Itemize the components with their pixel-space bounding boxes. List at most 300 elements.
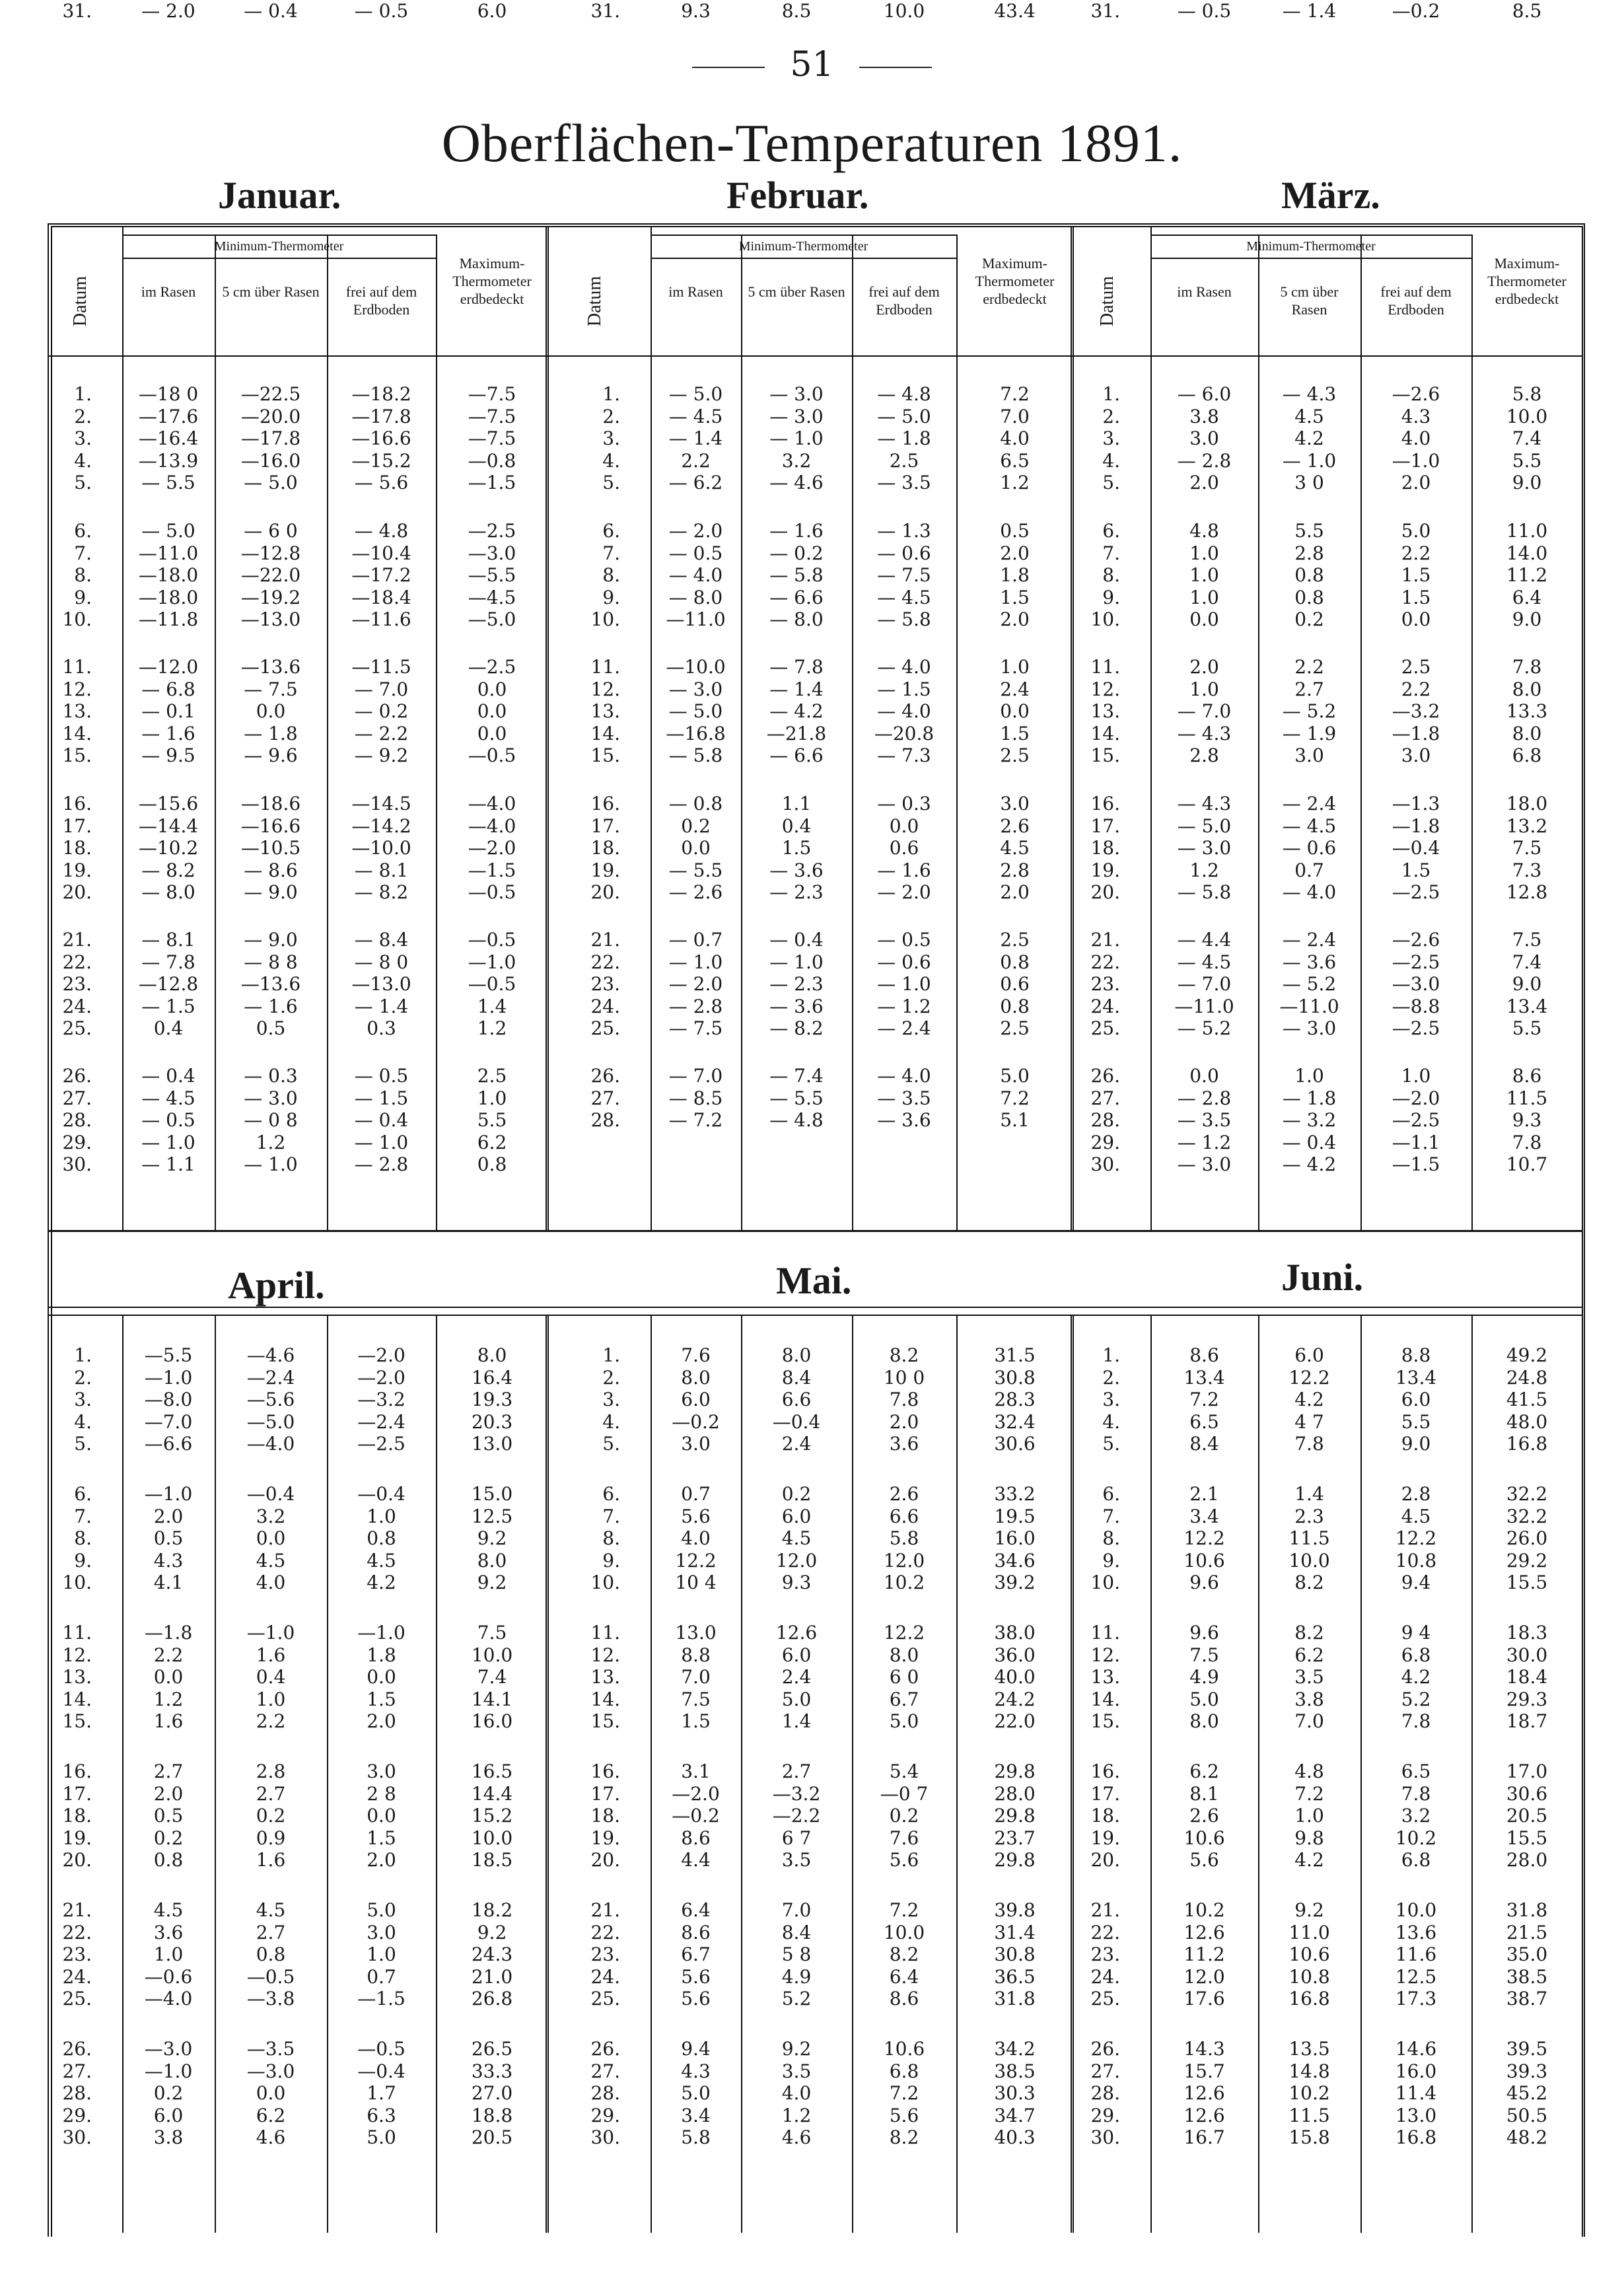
month-title-juni: Juni.	[1281, 1256, 1364, 1299]
day-cell: 2.	[602, 1366, 620, 1389]
value-cell: 20.5	[471, 2126, 513, 2148]
value-cell: —2.5	[1392, 951, 1440, 973]
day-cell: 3.	[74, 1389, 92, 1410]
value-cell: 18.7	[1506, 1710, 1548, 1732]
value-cell: — 3.6	[877, 1109, 931, 1131]
value-cell: —2.0	[468, 837, 516, 859]
day-cell: 13.	[62, 700, 92, 722]
header-im-rasen: im Rasen	[141, 283, 196, 300]
value-cell: 9.2	[477, 1572, 507, 1593]
value-cell: 34.7	[994, 2104, 1036, 2126]
value-cell: 1.4	[1294, 1483, 1324, 1505]
value-cell: —3.0	[144, 2038, 193, 2060]
value-cell: 43.4	[994, 0, 1036, 22]
value-cell: —5.0	[468, 608, 516, 630]
value-cell: 14.1	[471, 1688, 513, 1710]
value-cell: 14.6	[1395, 2038, 1437, 2060]
value-cell: — 1.5	[354, 1087, 409, 1109]
value-cell: 23.7	[994, 1827, 1036, 1849]
value-cell: 24.8	[1506, 1366, 1548, 1389]
value-cell: — 6.6	[769, 744, 824, 766]
value-cell: —7.0	[144, 1410, 193, 1433]
day-cell: 11.	[1090, 1622, 1120, 1644]
value-cell: 9.6	[1189, 1572, 1219, 1593]
day-cell: 2.	[1102, 1366, 1120, 1389]
header-datum: Datum	[69, 275, 90, 327]
value-cell: — 4.5	[1177, 951, 1232, 973]
value-cell: —15.2	[351, 449, 411, 472]
header-datum: Datum	[584, 275, 605, 327]
day-cell: 7.	[1102, 542, 1120, 564]
value-cell: 9.3	[1512, 1109, 1542, 1131]
value-cell: — 1.4	[354, 995, 409, 1017]
day-cell: 6.	[602, 1483, 620, 1505]
header-minimum-thermometer: Minimum-Thermometer	[738, 239, 868, 254]
value-cell: 36.0	[994, 1644, 1036, 1666]
value-cell: 6.7	[889, 1688, 919, 1710]
day-cell: 24.	[62, 1965, 92, 1988]
value-cell: 0.8	[1294, 564, 1324, 586]
value-cell: 3.8	[1189, 405, 1219, 427]
value-cell: 5.0	[1000, 1065, 1030, 1087]
value-cell: 3.5	[1294, 1666, 1324, 1688]
value-cell: 29.8	[994, 1760, 1036, 1782]
value-cell: 6.2	[256, 2104, 286, 2126]
value-cell: 0.2	[889, 1805, 919, 1827]
value-cell: 38.5	[994, 2060, 1036, 2082]
value-cell: 3.0	[367, 1760, 396, 1782]
value-cell: 0.5	[153, 1527, 184, 1549]
value-cell: —3.0	[1392, 973, 1440, 995]
value-cell: — 1.4	[668, 427, 723, 449]
day-cell: 14.	[590, 722, 620, 744]
value-cell: — 3.0	[769, 405, 824, 427]
day-cell: 2.	[74, 405, 92, 427]
value-cell: — 4.0	[877, 1065, 931, 1087]
value-cell: — 0.5	[877, 929, 931, 951]
day-cell: 10.	[590, 1572, 620, 1593]
value-cell: — 0.3	[877, 793, 931, 814]
value-cell: 3.2	[256, 1505, 286, 1527]
value-cell: — 1.5	[877, 678, 931, 700]
day-cell: 5.	[1102, 472, 1120, 493]
value-cell: 4.3	[681, 2060, 711, 2082]
day-cell: 3.	[74, 427, 92, 449]
day-cell: 23.	[590, 973, 620, 995]
value-cell: 0.5	[153, 1805, 184, 1827]
value-cell: —4.0	[468, 793, 516, 814]
value-cell: 4.5	[781, 1527, 812, 1549]
day-cell: 13.	[1090, 1666, 1120, 1688]
value-cell: — 1.8	[244, 722, 298, 744]
value-cell: —2.5	[357, 1433, 406, 1455]
day-cell: 23.	[1090, 1943, 1120, 1965]
value-cell: — 2.6	[668, 881, 723, 903]
value-cell: 0.0	[1401, 608, 1431, 630]
value-cell: —1.8	[1392, 814, 1440, 837]
value-cell: — 0.4	[769, 929, 824, 951]
value-cell: — 0.8	[668, 793, 723, 814]
value-cell: 5.2	[781, 1988, 812, 2009]
day-cell: 25.	[62, 1988, 92, 2009]
value-cell: 8.1	[1189, 1782, 1219, 1805]
value-cell: 30.8	[994, 1943, 1036, 1965]
day-cell: 28.	[62, 1109, 92, 1131]
value-cell: 18.8	[471, 2104, 513, 2126]
value-cell: 0.0	[256, 2082, 286, 2104]
value-cell: 8.2	[1294, 1622, 1324, 1644]
value-cell: 16.0	[1395, 2060, 1437, 2082]
value-cell: 8.5	[1512, 0, 1542, 22]
value-cell: 1.0	[1294, 1805, 1324, 1827]
value-cell: 11.2	[1506, 564, 1548, 586]
value-cell: — 4.6	[769, 472, 824, 493]
value-cell: 9.2	[477, 1921, 507, 1943]
value-cell: —2.6	[1392, 383, 1440, 405]
day-cell: 6.	[1102, 520, 1120, 542]
value-cell: 17.0	[1506, 1760, 1548, 1782]
value-cell: 39.8	[994, 1899, 1036, 1921]
value-cell: 9.0	[1512, 973, 1542, 995]
value-cell: — 2.4	[877, 1017, 931, 1039]
day-cell: 6.	[1102, 1483, 1120, 1505]
value-cell: 13.3	[1506, 700, 1548, 722]
value-cell: —0.5	[357, 2038, 406, 2060]
value-cell: 0.0	[153, 1666, 184, 1688]
month-title-april: April.	[228, 1264, 325, 1307]
day-cell: 22.	[1090, 1921, 1120, 1943]
value-cell: 1.1	[781, 793, 812, 814]
day-cell: 7.	[602, 1505, 620, 1527]
value-cell: — 1.9	[1282, 722, 1337, 744]
value-cell: 0.0	[477, 678, 507, 700]
value-cell: 13.5	[1289, 2038, 1330, 2060]
value-cell: 6.2	[1189, 1760, 1219, 1782]
value-cell: — 1.6	[141, 722, 195, 744]
day-cell: 5.	[74, 472, 92, 493]
value-cell: 2.5	[889, 449, 919, 472]
value-cell: — 8.1	[141, 929, 195, 951]
value-cell: —20.8	[874, 722, 935, 744]
value-cell: —0.6	[144, 1965, 193, 1988]
value-cell: 2.0	[889, 1410, 919, 1433]
value-cell: 10.6	[1289, 1943, 1330, 1965]
value-cell: 30.6	[1506, 1782, 1548, 1805]
value-cell: 16.8	[1506, 1433, 1548, 1455]
value-cell: 6.0	[781, 1505, 812, 1527]
value-cell: —2.0	[357, 1344, 406, 1366]
value-cell: —0.4	[357, 1483, 406, 1505]
value-cell: 12.8	[1506, 881, 1548, 903]
value-cell: 22.0	[994, 1710, 1036, 1732]
value-cell: — 5.2	[1282, 973, 1337, 995]
value-cell: 28.0	[1506, 1849, 1548, 1871]
value-cell: 5.0	[1189, 1688, 1219, 1710]
value-cell: —21.8	[766, 722, 827, 744]
value-cell: 2.7	[1294, 678, 1324, 700]
value-cell: —2.5	[468, 656, 516, 678]
value-cell: —1.0	[357, 1622, 406, 1644]
day-cell: 10.	[590, 608, 620, 630]
value-cell: — 8 8	[244, 951, 298, 973]
value-cell: 2.2	[256, 1710, 286, 1732]
value-cell: 10 0	[883, 1366, 925, 1389]
value-cell: 4.5	[153, 1899, 184, 1921]
value-cell: 8.4	[781, 1921, 812, 1943]
value-cell: 13.6	[1395, 1921, 1437, 1943]
value-cell: 1.0	[477, 1087, 507, 1109]
value-cell: —11.5	[351, 656, 411, 678]
value-cell: 6.0	[781, 1644, 812, 1666]
value-cell: —0.4	[772, 1410, 821, 1433]
value-cell: 31.8	[1506, 1899, 1548, 1921]
value-cell: 5.0	[367, 1899, 396, 1921]
value-cell: 1.0	[1401, 1065, 1431, 1087]
value-cell: —4.0	[468, 814, 516, 837]
day-cell: 5.	[1102, 1433, 1120, 1455]
day-cell: 31.	[1090, 0, 1120, 22]
value-cell: —18.0	[138, 564, 199, 586]
day-cell: 26.	[62, 2038, 92, 2060]
value-cell: —2.4	[246, 1366, 295, 1389]
value-cell: —14.2	[351, 814, 411, 837]
value-cell: 10 4	[675, 1572, 717, 1593]
header-maximum-thermometer: Maximum-Thermometer erdbedeckt	[1487, 255, 1567, 307]
value-cell: 4.5	[1401, 1505, 1431, 1527]
value-cell: —8.0	[144, 1389, 193, 1410]
value-cell: 34.2	[994, 2038, 1036, 2060]
value-cell: 2.5	[1401, 656, 1431, 678]
day-cell: 27.	[1090, 2060, 1120, 2082]
day-cell: 18.	[62, 837, 92, 859]
day-cell: 30.	[62, 1153, 92, 1175]
value-cell: 2.2	[1401, 542, 1431, 564]
day-cell: 21.	[1090, 1899, 1120, 1921]
value-cell: 0.8	[1000, 995, 1030, 1017]
value-cell: 1.4	[781, 1710, 812, 1732]
value-cell: 2.2	[1401, 678, 1431, 700]
value-cell: —2.0	[672, 1782, 720, 1805]
value-cell: 2.7	[256, 1921, 286, 1943]
value-cell: 2.6	[1000, 814, 1030, 837]
value-cell: 6.8	[1401, 1644, 1431, 1666]
value-cell: —7.5	[468, 427, 516, 449]
value-cell: 7.5	[1512, 837, 1542, 859]
value-cell: 5.0	[1401, 520, 1431, 542]
value-cell: 4.5	[1294, 405, 1324, 427]
value-cell: 2.3	[1294, 1505, 1324, 1527]
value-cell: 0.8	[153, 1849, 184, 1871]
value-cell: — 7.5	[877, 564, 931, 586]
value-cell: 7.0	[1294, 1710, 1324, 1732]
value-cell: — 1.8	[1282, 1087, 1337, 1109]
value-cell: — 5.0	[244, 472, 298, 493]
value-cell: — 0.4	[244, 0, 298, 22]
value-cell: 32.2	[1506, 1505, 1548, 1527]
value-cell: 5.6	[889, 1849, 919, 1871]
value-cell: 35.0	[1506, 1943, 1548, 1965]
value-cell: 10.8	[1289, 1965, 1330, 1988]
value-cell: 15.5	[1506, 1827, 1548, 1849]
value-cell: 2.4	[1000, 678, 1030, 700]
day-cell: 3.	[1102, 427, 1120, 449]
value-cell: 2.6	[889, 1483, 919, 1505]
value-cell: 2.8	[1294, 542, 1324, 564]
value-cell: 20.3	[471, 1410, 513, 1433]
value-cell: 7.6	[889, 1827, 919, 1849]
value-cell: —1.1	[1392, 1131, 1440, 1153]
header-minimum-thermometer: Minimum-Thermometer	[214, 239, 344, 254]
value-cell: 2.7	[781, 1760, 812, 1782]
value-cell: 1.2	[1189, 859, 1219, 881]
value-cell: — 5.0	[668, 700, 723, 722]
value-cell: 1.8	[367, 1644, 396, 1666]
day-cell: 31.	[62, 0, 92, 22]
value-cell: — 7.0	[1177, 973, 1232, 995]
value-cell: —11.0	[666, 608, 726, 630]
value-cell: — 1.2	[877, 995, 931, 1017]
value-cell: 8.2	[889, 1344, 919, 1366]
value-cell: — 2.0	[877, 881, 931, 903]
day-cell: 9.	[74, 1549, 92, 1572]
value-cell: 12.5	[1395, 1965, 1437, 1988]
value-cell: 7.8	[889, 1389, 919, 1410]
value-cell: 5.6	[681, 1965, 711, 1988]
day-cell: 22.	[62, 951, 92, 973]
value-cell: — 0.5	[668, 542, 723, 564]
day-cell: 22.	[590, 1921, 620, 1943]
value-cell: 3.8	[1294, 1688, 1324, 1710]
day-cell: 15.	[1090, 744, 1120, 766]
value-cell: — 0.4	[1282, 1131, 1337, 1153]
value-cell: 6.0	[1401, 1389, 1431, 1410]
value-cell: —2.5	[1392, 1109, 1440, 1131]
day-cell: 12.	[590, 678, 620, 700]
value-cell: 12.2	[883, 1622, 925, 1644]
header-frei-auf-dem-erdboden: frei auf dem Erdboden	[345, 283, 417, 318]
value-cell: 12.2	[1289, 1366, 1330, 1389]
value-cell: 10.0	[883, 1921, 925, 1943]
day-cell: 17.	[62, 814, 92, 837]
value-cell: 11.2	[1183, 1943, 1225, 1965]
value-cell: 14.8	[1289, 2060, 1330, 2082]
value-cell: 5.0	[889, 1710, 919, 1732]
value-cell: 6.7	[681, 1943, 711, 1965]
day-cell: 21.	[590, 929, 620, 951]
day-cell: 25.	[1090, 1017, 1120, 1039]
day-cell: 14.	[62, 722, 92, 744]
value-cell: — 8.6	[244, 859, 298, 881]
value-cell: — 5.0	[877, 405, 931, 427]
value-cell: — 0 8	[244, 1109, 298, 1131]
value-cell: — 1.0	[1282, 449, 1337, 472]
value-cell: 18.0	[1506, 793, 1548, 814]
value-cell: — 8.0	[141, 881, 195, 903]
value-cell: 3.8	[153, 2126, 184, 2148]
value-cell: — 0.5	[141, 1109, 195, 1131]
value-cell: 50.5	[1506, 2104, 1548, 2126]
day-cell: 17.	[590, 814, 620, 837]
value-cell: —2.0	[1392, 1087, 1440, 1109]
value-cell: 14.3	[1183, 2038, 1225, 2060]
value-cell: —13.6	[240, 656, 301, 678]
value-cell: 5.8	[1512, 383, 1542, 405]
value-cell: — 4.3	[1177, 722, 1232, 744]
value-cell: 2.5	[1000, 1017, 1030, 1039]
day-cell: 7.	[1102, 1505, 1120, 1527]
value-cell: 13.0	[675, 1622, 717, 1644]
day-cell: 27.	[1090, 1087, 1120, 1109]
header-5cm-ueber-rasen: 5 cm über Rasen	[222, 283, 320, 300]
day-cell: 9.	[602, 586, 620, 608]
value-cell: — 3.0	[769, 383, 824, 405]
value-cell: — 4.0	[877, 700, 931, 722]
day-cell: 13.	[590, 700, 620, 722]
value-cell: — 9.0	[244, 929, 298, 951]
value-cell: 33.3	[471, 2060, 513, 2082]
value-cell: — 7.2	[668, 1109, 723, 1131]
day-cell: 20.	[590, 1849, 620, 1871]
value-cell: — 4.0	[877, 656, 931, 678]
day-cell: 8.	[1102, 1527, 1120, 1549]
value-cell: 0.8	[256, 1943, 286, 1965]
value-cell: 4.0	[256, 1572, 286, 1593]
value-cell: —22.0	[240, 564, 301, 586]
value-cell: 5.0	[781, 1688, 812, 1710]
value-cell: — 1.0	[354, 1131, 409, 1153]
day-cell: 27.	[62, 1087, 92, 1109]
month-title-mai: Mai.	[776, 1259, 852, 1302]
day-cell: 9.	[74, 586, 92, 608]
value-cell: 18.3	[1506, 1622, 1548, 1644]
value-cell: 0.2	[256, 1805, 286, 1827]
value-cell: 4.1	[153, 1572, 184, 1593]
day-cell: 18.	[1090, 837, 1120, 859]
value-cell: 2.0	[153, 1782, 184, 1805]
value-cell: 0.5	[1000, 520, 1030, 542]
value-cell: — 0.2	[769, 542, 824, 564]
day-cell: 2.	[74, 1366, 92, 1389]
value-cell: 36.5	[994, 1965, 1036, 1988]
value-cell: —11.6	[351, 608, 411, 630]
value-cell: 10.2	[1183, 1899, 1225, 1921]
value-cell: 2.0	[1189, 472, 1219, 493]
value-cell: 1.5	[1000, 722, 1030, 744]
day-cell: 15.	[590, 1710, 620, 1732]
value-cell: 6.6	[781, 1389, 812, 1410]
value-cell: 48.0	[1506, 1410, 1548, 1433]
value-cell: 30.3	[994, 2082, 1036, 2104]
value-cell: 2.8	[1189, 744, 1219, 766]
value-cell: 12.2	[1183, 1527, 1225, 1549]
value-cell: 6.0	[477, 0, 507, 22]
value-cell: — 1.0	[668, 951, 723, 973]
value-cell: 30.6	[994, 1433, 1036, 1455]
value-cell: 1.5	[1000, 586, 1030, 608]
value-cell: 4.9	[1189, 1666, 1219, 1688]
value-cell: 2 8	[367, 1782, 396, 1805]
value-cell: 1.0	[1189, 678, 1219, 700]
value-cell: 0.8	[477, 1153, 507, 1175]
value-cell: —1.0	[246, 1622, 295, 1644]
value-cell: 2.8	[256, 1760, 286, 1782]
value-cell: 3.2	[1401, 1805, 1431, 1827]
day-cell: 12.	[62, 1644, 92, 1666]
value-cell: 1.5	[681, 1710, 711, 1732]
value-cell: 3.0	[1189, 427, 1219, 449]
value-cell: —10.0	[666, 656, 726, 678]
value-cell: 7.4	[1512, 951, 1542, 973]
